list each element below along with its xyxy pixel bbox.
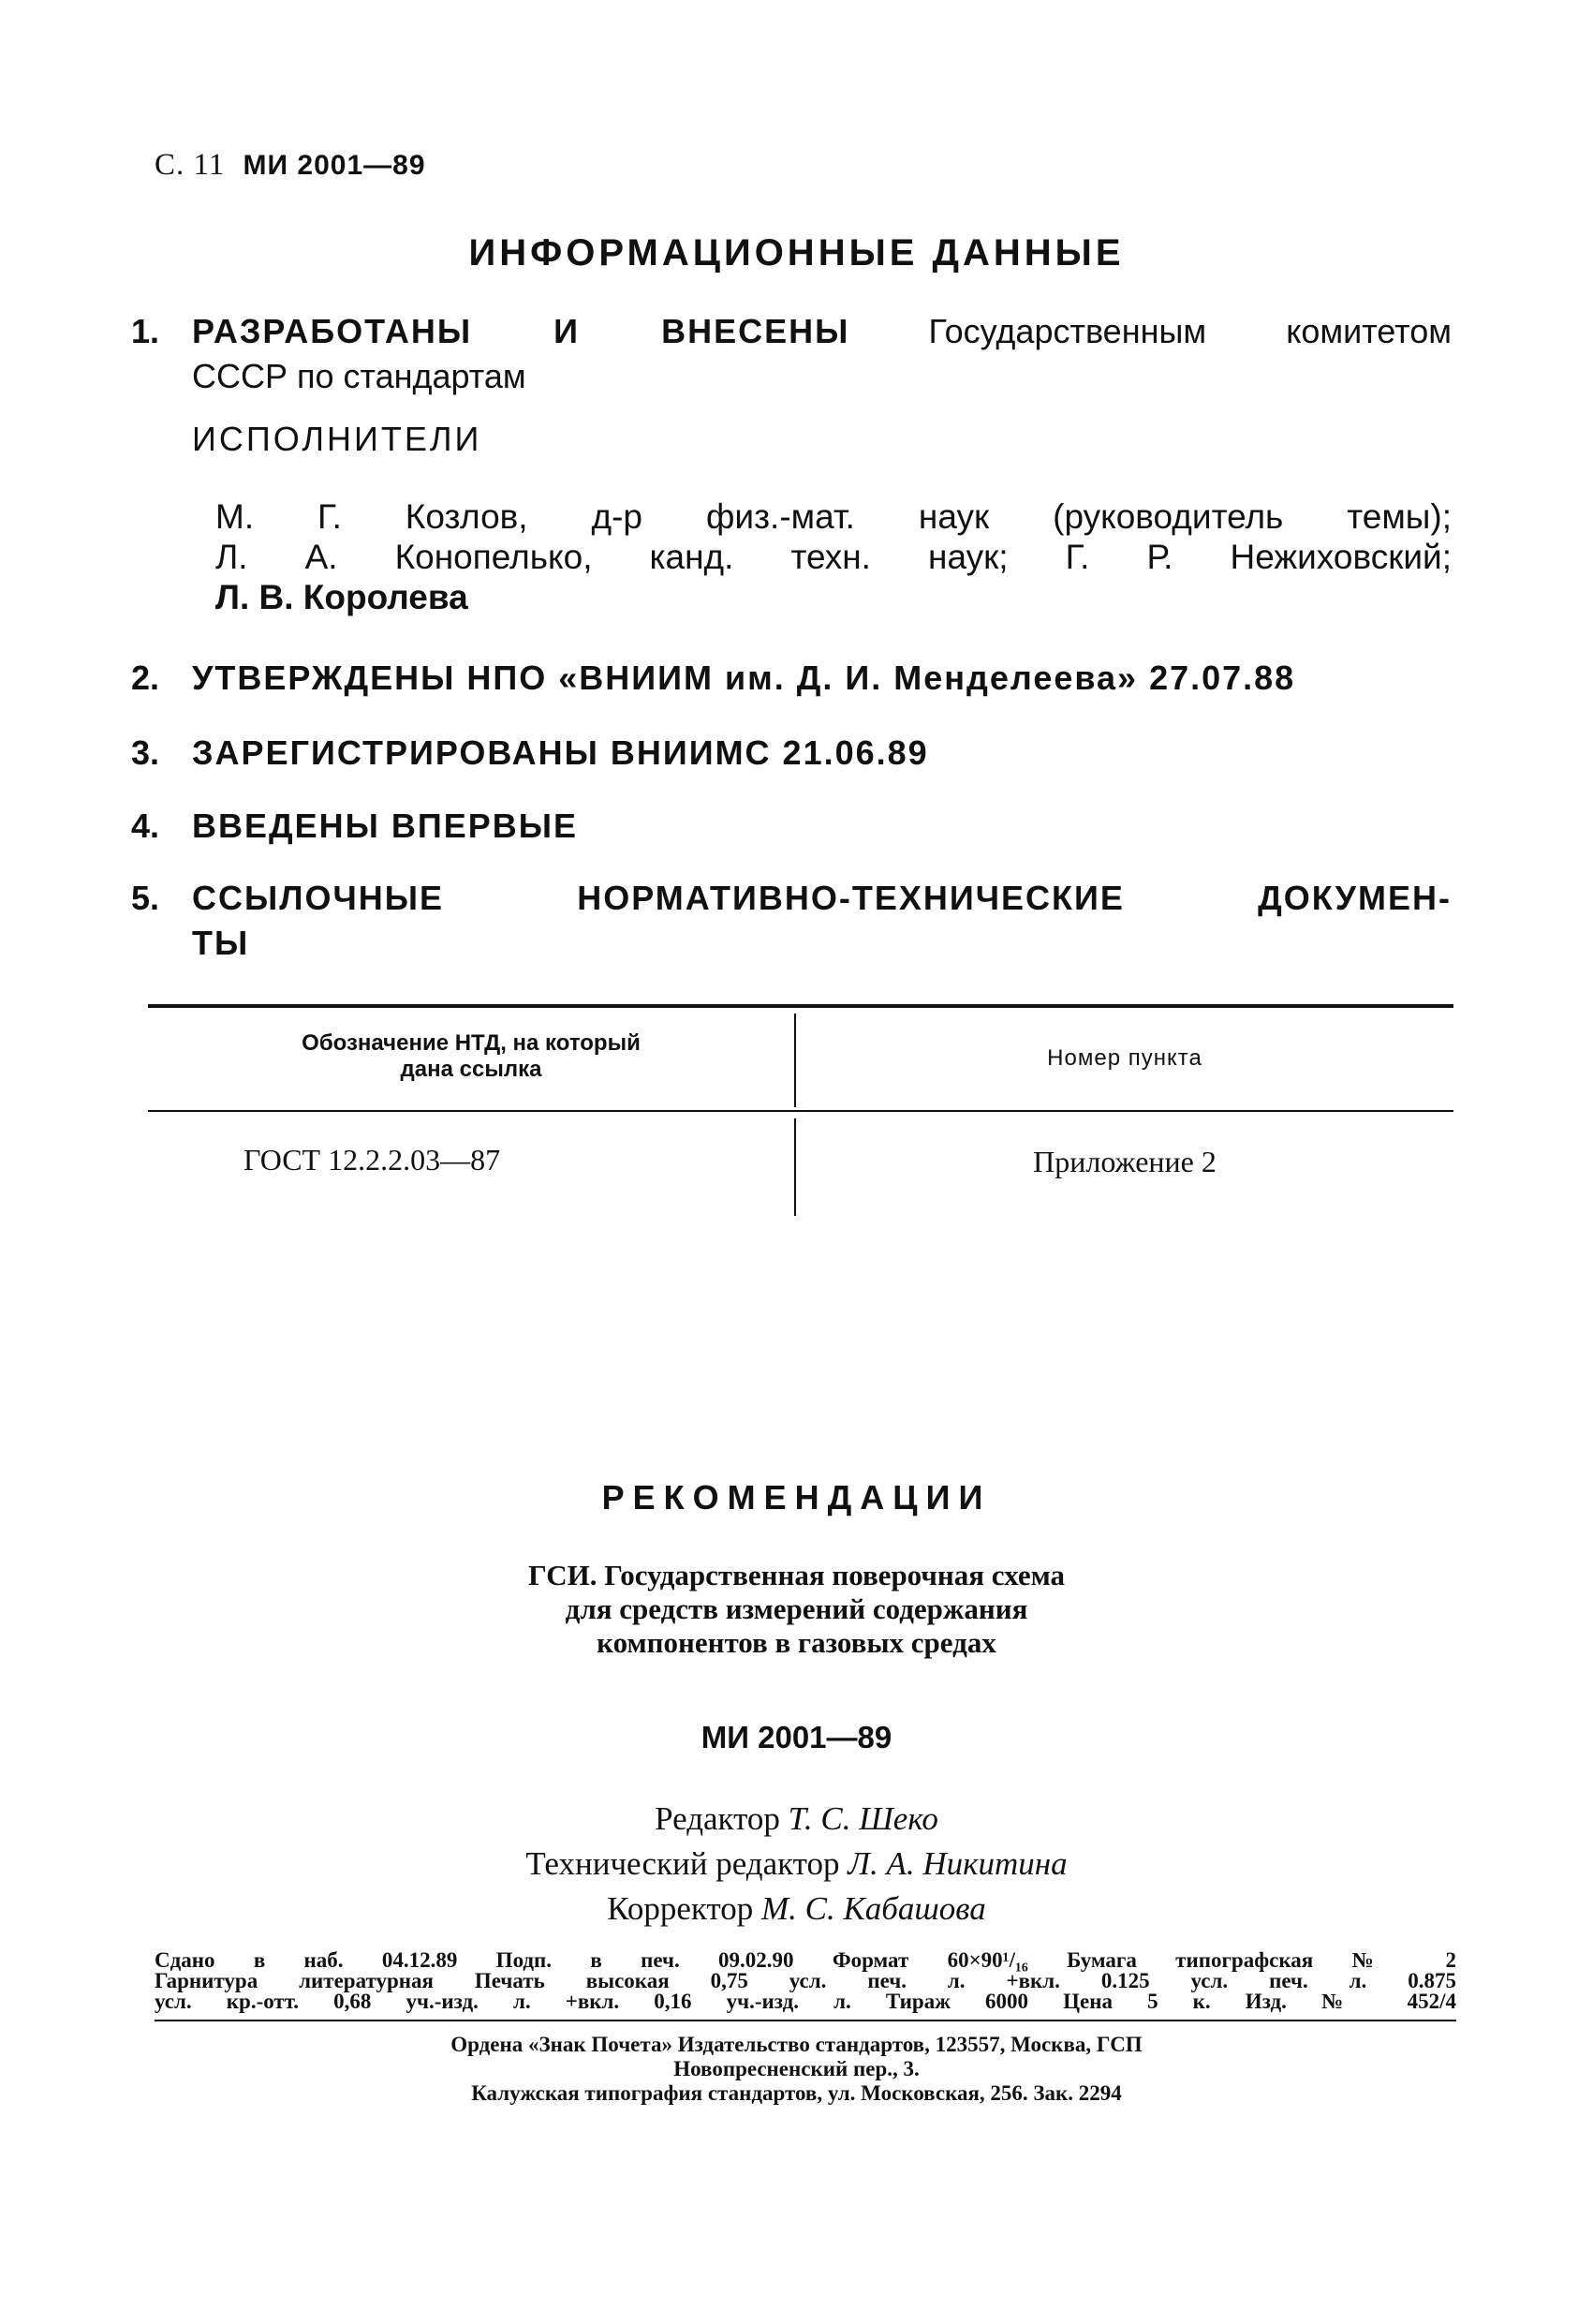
imprint-line: Сдано в наб. 04.12.89 Подп. в печ. 09.02.90 Формат 60×90¹/₁₆ Бумага типографская № 2 bbox=[155, 1948, 1456, 1972]
info-item-1 bbox=[131, 309, 1452, 403]
tech-editor-label: Технический редактор bbox=[525, 1845, 840, 1882]
editor-row bbox=[0, 1797, 1593, 1842]
publisher-block bbox=[0, 2033, 1593, 2106]
editor-label: Редактор bbox=[655, 1800, 780, 1837]
executor-line: Л. В. Королева bbox=[215, 578, 468, 616]
header-line: Обозначение НТД, на который bbox=[302, 1030, 641, 1056]
executors-heading: ИСПОЛНИТЕЛИ bbox=[192, 420, 482, 458]
publisher-line: Ордена «Знак Почета» Издательство стандартов, 123557, Москва, ГСП bbox=[450, 2033, 1143, 2056]
item-4-text: ВВЕДЕНЫ ВПЕРВЫЕ bbox=[192, 807, 579, 845]
item-5-text-2: ТЫ bbox=[192, 924, 250, 962]
item-number: 4. bbox=[131, 807, 160, 845]
credits bbox=[0, 1797, 1593, 1932]
corrector-row bbox=[0, 1887, 1593, 1932]
info-title: ИНФОРМАЦИОННЫЕ ДАННЫЕ bbox=[468, 232, 1125, 274]
table-header-rule bbox=[148, 1110, 1453, 1112]
tech-editor-row bbox=[0, 1842, 1593, 1887]
subtitle-line: для средств измерений содержания bbox=[565, 1592, 1028, 1625]
item-1-caps: РАЗРАБОТАНЫ И ВНЕСЕНЫ bbox=[192, 312, 850, 350]
item-1-text-2: СССР по стандартам bbox=[192, 357, 526, 395]
recommendations-title: РЕКОМЕНДАЦИИ bbox=[601, 1478, 992, 1517]
table-top-rule bbox=[148, 1004, 1453, 1008]
page-number: С. 11 bbox=[155, 148, 226, 182]
item-number: 3. bbox=[131, 733, 160, 772]
publisher-line: Калужская типография стандартов, ул. Московская, 256. Зак. 2294 bbox=[471, 2081, 1122, 2105]
executor-line: Л. А. Конопелько, канд. техн. наук; Г. Р. Нежиховский; bbox=[215, 538, 1452, 576]
subtitle-line: ГСИ. Государственная поверочная схема bbox=[527, 1559, 1065, 1591]
editor-name: Т. С. Шеко bbox=[788, 1800, 938, 1837]
table-cell-doc: ГОСТ 12.2.2.03—87 bbox=[243, 1143, 501, 1177]
subtitle-line: компонентов в газовых средах bbox=[597, 1626, 996, 1659]
recommendations-subtitle bbox=[0, 1559, 1593, 1660]
imprint-line: усл. кр.-отт. 0,68 уч.-изд. л. +вкл. 0,16 уч.-изд. л. Тираж 6000 Цена 5 к. Изд. № 452/4 bbox=[155, 1990, 1456, 2013]
item-number: 1. bbox=[131, 312, 160, 350]
table-header-doc bbox=[148, 1030, 794, 1083]
recommendations-standard: МИ 2001—89 bbox=[701, 1720, 892, 1754]
item-number: 2. bbox=[131, 659, 160, 697]
corrector-label: Корректор bbox=[607, 1890, 754, 1927]
item-1-text: Государственным комитетом bbox=[928, 312, 1452, 350]
header-line: дана ссылка bbox=[400, 1057, 542, 1082]
item-2-text: УТВЕРЖДЕНЫ НПО «ВНИИМ им. Д. И. Менделеева» 27.07.88 bbox=[192, 659, 1296, 697]
table-cell-clause: Приложение 2 bbox=[1033, 1145, 1217, 1178]
corrector-name: М. С. Кабашова bbox=[761, 1890, 986, 1927]
item-number: 5. bbox=[131, 879, 160, 917]
item-5-text: ССЫЛОЧНЫЕ НОРМАТИВНО-ТЕХНИЧЕСКИЕ ДОКУМЕН- bbox=[192, 879, 1452, 917]
table-header-clause: Номер пункта bbox=[1047, 1045, 1202, 1071]
header-standard: МИ 2001—89 bbox=[243, 150, 426, 181]
executor-line: М. Г. Козлов, д-р физ.-мат. наук (руководитель темы); bbox=[215, 497, 1452, 536]
executors-list bbox=[215, 496, 1452, 617]
reference-table bbox=[148, 1004, 1453, 1218]
item-3-text: ЗАРЕГИСТРИРОВАНЫ ВНИИМС 21.06.89 bbox=[192, 733, 929, 772]
page-header bbox=[155, 148, 426, 183]
imprint-line: Гарнитура литературная Печать высокая 0,75 усл. печ. л. +вкл. 0.125 усл. печ. л. 0.875 bbox=[155, 1969, 1456, 1992]
publisher-line: Новопресненский пер., 3. bbox=[673, 2057, 920, 2080]
imprint-rule bbox=[155, 2020, 1456, 2021]
imprint-block bbox=[155, 1950, 1456, 2012]
tech-editor-name: Л. А. Никитина bbox=[848, 1845, 1068, 1882]
